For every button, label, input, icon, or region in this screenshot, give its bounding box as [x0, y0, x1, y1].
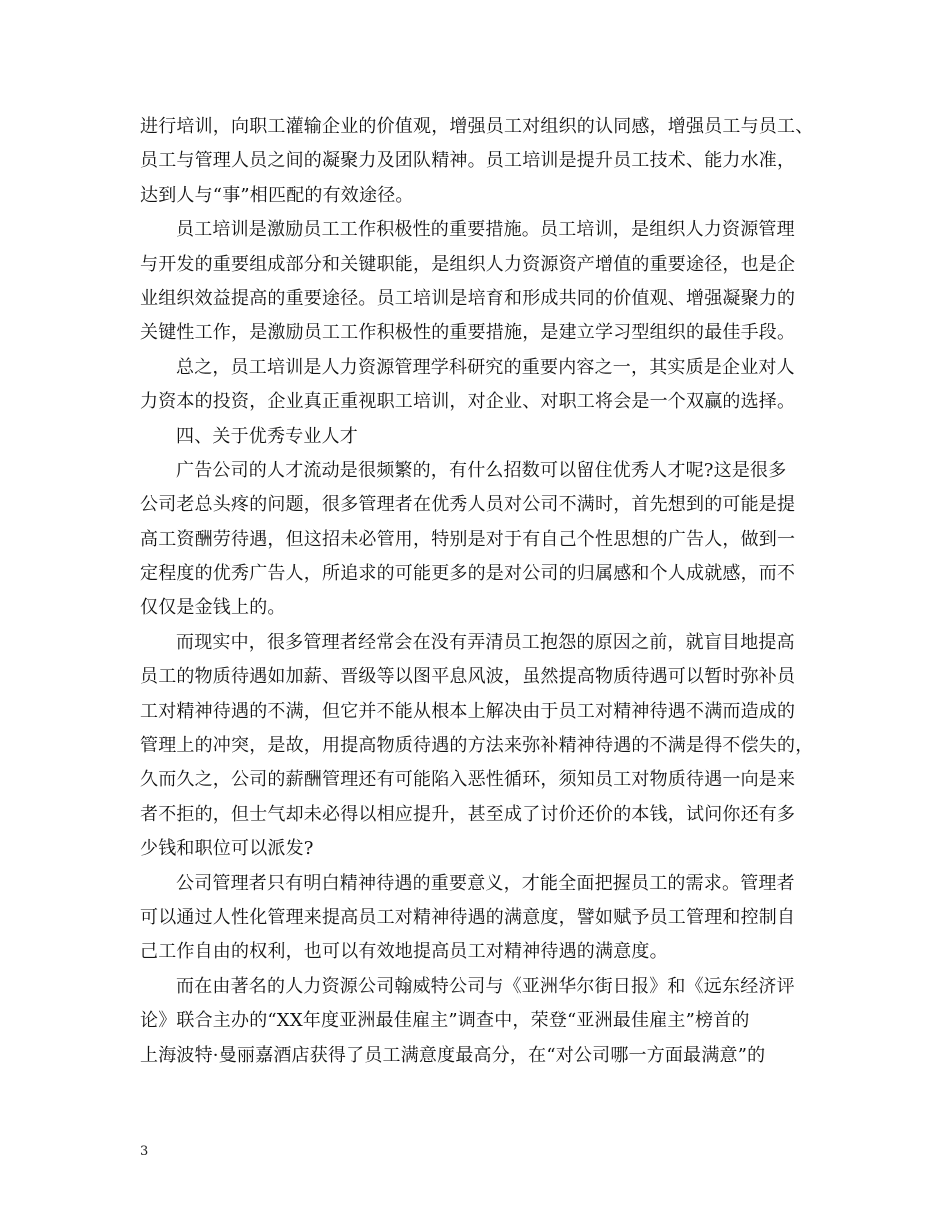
text-line: 员工培训是激励员工工作积极性的重要措施。员工培训，是组织人力资源管理	[176, 219, 795, 241]
text-line: 管理上的冲突，是故，用提高物质待遇的方法来弥补精神待遇的不满是得不偿失的，	[140, 735, 814, 757]
text-line: 员工的物质待遇如加薪、晋级等以图平息风波，虽然提高物质待遇可以暂时弥补员	[140, 666, 796, 688]
text-line: 四、关于优秀专业人才	[176, 425, 358, 447]
text-line: 总之，员工培训是人力资源管理学科研究的重要内容之一，其实质是企业对人	[176, 356, 795, 378]
text-line: 定程度的优秀广告人，所追求的可能更多的是对公司的归属感和个人成就感，而不	[140, 563, 796, 585]
text-line: 高工资酬劳待遇，但这招未必管用，特别是对于有自己个性思想的广告人，做到一	[140, 528, 796, 550]
text-line: 久而久之，公司的薪酬管理还有可能陷入恶性循环，须知员工对物质待遇一向是来	[140, 769, 796, 791]
text-line: 少钱和职位可以派发?	[140, 838, 314, 860]
text-line: 而在由著名的人力资源公司翰威特公司与《亚洲华尔街日报》和《远东经济评	[176, 975, 795, 997]
body-text	[140, 110, 820, 1073]
page-number: 3	[140, 1144, 149, 1159]
text-line: 员工与管理人员之间的凝聚力及团队精神。员工培训是提升员工技术、能力水准，	[140, 150, 796, 172]
text-line: 关键性工作，是激励员工工作积极性的重要措施，是建立学习型组织的最佳手段。	[140, 322, 796, 344]
text-line: 己工作自由的权利，也可以有效地提高员工对精神待遇的满意度。	[140, 941, 668, 963]
text-line: 者不拒的，但士气却未必得以相应提升，甚至成了讨价还价的本钱，试问你还有多	[140, 803, 796, 825]
text-line: 仅仅是金钱上的。	[140, 597, 286, 619]
text-line: 广告公司的人才流动是很频繁的，有什么招数可以留住优秀人才呢?这是很多	[176, 459, 787, 481]
text-line: 达到人与“事”相匹配的有效途径。	[140, 184, 414, 206]
text-line: 上海波特·曼丽嘉酒店获得了员工满意度最高分，在“对公司哪一方面最满意”的	[140, 1044, 766, 1066]
text-line: 力资本的投资，企业真正重视职工培训，对企业、对职工将会是一个双赢的选择。	[140, 391, 796, 413]
text-line: 工对精神待遇的不满，但它并不能从根本上解决由于员工对精神待遇不满而造成的	[140, 700, 796, 722]
text-line: 公司管理者只有明白精神待遇的重要意义，才能全面把握员工的需求。管理者	[176, 872, 795, 894]
text-line: 公司老总头疼的问题，很多管理者在优秀人员对公司不满时，首先想到的可能是提	[140, 494, 796, 516]
text-line: 业组织效益提高的重要途径。员工培训是培育和形成共同的价值观、增强凝聚力的	[140, 287, 796, 309]
text-line: 论》联合主办的“XX年度亚洲最佳雇主”调查中，荣登“亚洲最佳雇主”榜首的	[140, 1010, 750, 1032]
text-line: 与开发的重要组成部分和关键职能，是组织人力资源资产增值的重要途径，也是企	[140, 253, 796, 275]
text-line: 进行培训，向职工灌输企业的价值观，增强员工对组织的认同感，增强员工与员工、	[140, 116, 814, 137]
text-line: 而现实中，很多管理者经常会在没有弄清员工抱怨的原因之前，就盲目地提高	[176, 631, 795, 653]
text-line: 可以通过人性化管理来提高员工对精神待遇的满意度，譬如赋予员工管理和控制自	[140, 906, 796, 928]
